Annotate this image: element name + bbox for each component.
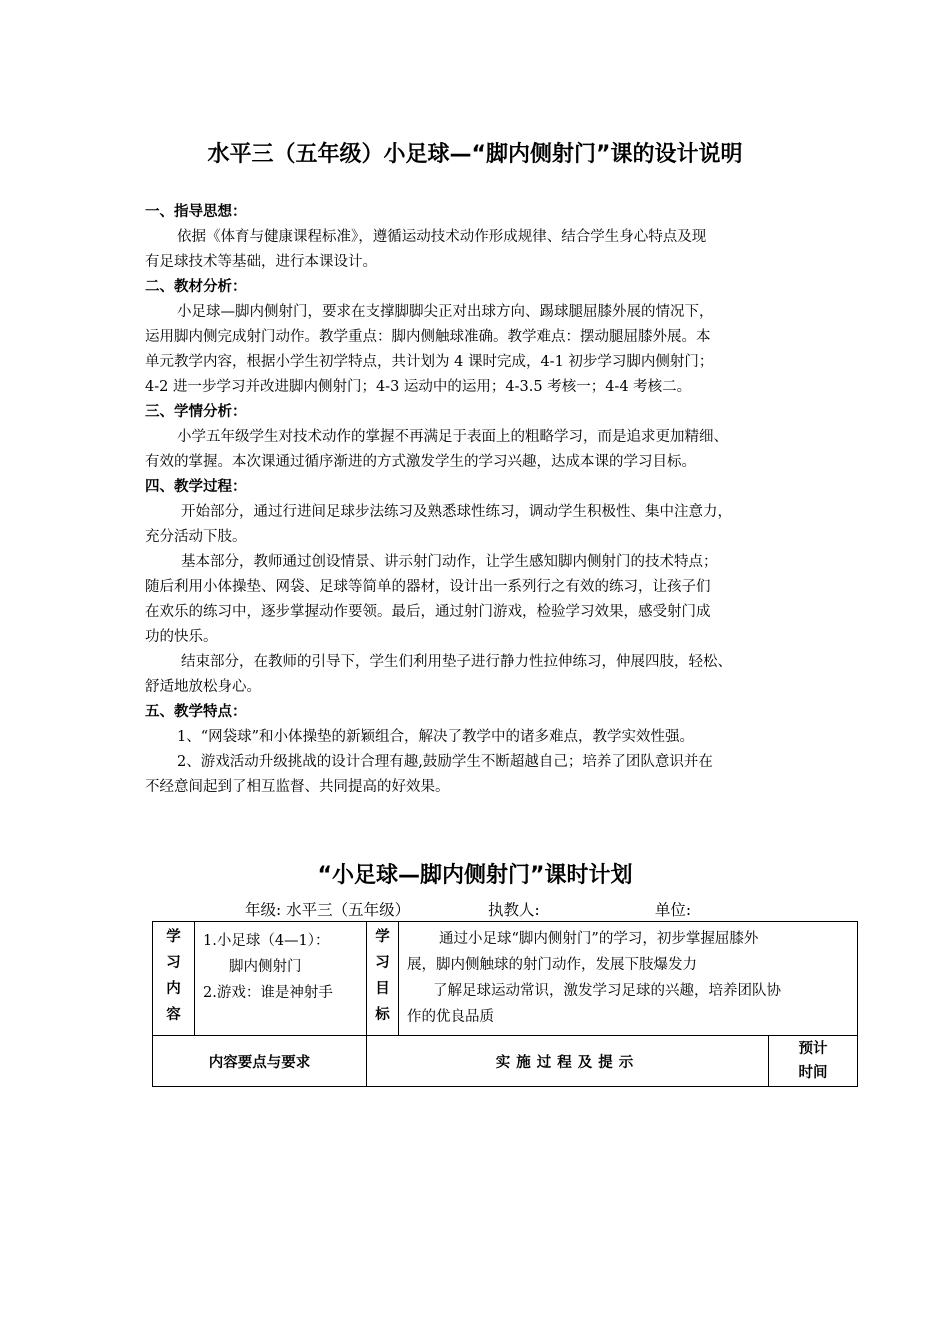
paragraph-line: 运用脚内侧完成射门动作。教学重点：脚内侧触球准确。教学难点：摆动腿屈膝外展。本 (145, 329, 711, 345)
paragraph-line: 有足球技术等基础，进行本课设计。 (145, 254, 377, 270)
goal-line: 展，脚内侧触球的射门动作，发展下肢爆发力 (407, 957, 697, 973)
section-heading: 一、指导思想： (145, 204, 247, 220)
label-char: 习 (166, 955, 181, 971)
document-title: 水平三（五年级）小足球—“脚内侧射门”课的设计说明 (207, 142, 743, 167)
section-material-analysis (145, 275, 825, 400)
section-teaching-features (145, 700, 825, 800)
section-heading: 三、学情分析： (145, 404, 247, 420)
grade-label: 年级: 水平三（五年级） (245, 901, 411, 919)
unit-label: 单位: (654, 901, 692, 919)
paragraph-line: 2、游戏活动升级挑战的设计合理有趣,鼓励学生不断超越自己；培养了团队意识并在 (177, 754, 713, 770)
content-cell (195, 922, 367, 1036)
column-header-process: 实施过程及提示 (367, 1036, 769, 1087)
paragraph-line: 依据《体育与健康课程标准》，遵循运动技术动作形成规律、结合学生身心特点及现 (177, 229, 707, 245)
content-line: 脚内侧射门 (229, 959, 302, 975)
paragraph-line: 功的快乐。 (145, 629, 218, 645)
table-header-row (153, 1036, 858, 1087)
section-heading: 四、教学过程： (145, 479, 247, 495)
paragraph-line: 1、“网袋球”和小体操垫的新颖组合，解决了教学中的诸多难点，教学实效性强。 (177, 729, 695, 745)
section-heading: 五、教学特点： (145, 704, 247, 720)
goal-line: 了解足球运动常识，激发学习足球的兴趣，培养团队协 (433, 983, 781, 999)
label-char: 学 (375, 929, 390, 945)
paragraph-line: 4-2 进一步学习并改进脚内侧射门；4-3 运动中的运用；4-3.5 考核一；4-4 考核二。 (145, 379, 692, 395)
paragraph-line: 小学五年级学生对技术动作的掌握不再满足于表面上的粗略学习，而是追求更加精细、 (177, 429, 728, 445)
paragraph-line: 充分活动下肢。 (145, 529, 247, 545)
section-guiding-idea (145, 200, 825, 275)
paragraph-line: 随后利用小体操垫、网袋、足球等简单的器材，设计出一系列行之有效的练习，让孩子们 (145, 579, 711, 595)
header-line: 预计 (798, 1041, 828, 1057)
paragraph-line: 开始部分，通过行进间足球步法练习及熟悉球性练习，调动学生积极性、集中注意力， (181, 504, 732, 520)
paragraph-line: 不经意间起到了相互监督、共同提高的好效果。 (145, 779, 450, 795)
section-heading: 二、教材分析： (145, 279, 247, 295)
content-line: 1.小足球（4—1）： (203, 933, 330, 949)
lesson-plan-title: “小足球—脚内侧射门”课时计划 (317, 863, 633, 888)
label-char: 标 (375, 1007, 390, 1023)
section-student-analysis (145, 400, 825, 475)
goal-cell (399, 922, 858, 1036)
table-row (153, 922, 858, 1036)
lesson-plan-table (152, 921, 858, 1087)
paragraph-line: 舒适地放松身心。 (145, 679, 261, 695)
section-teaching-process (145, 475, 825, 700)
column-header-points: 内容要点与要求 (153, 1036, 367, 1087)
label-char: 内 (166, 981, 181, 997)
lesson-plan-meta (245, 898, 691, 920)
paragraph-line: 结束部分，在教师的引导下，学生们利用垫子进行静力性拉伸练习，伸展四肢，轻松、 (181, 654, 732, 670)
paragraph-line: 单元教学内容，根据小学生初学特点，共计划为 4 课时完成，4-1 初步学习脚内侧射门； (145, 354, 714, 370)
paragraph-line: 在欢乐的练习中，逐步掌握动作要领。最后，通过射门游戏，检验学习效果，感受射门成 (145, 604, 711, 620)
paragraph-line: 有效的掌握。本次课通过循序渐进的方式激发学生的学习兴趣，达成本课的学习目标。 (145, 454, 696, 470)
label-char: 目 (375, 981, 390, 997)
content-label-cell (153, 922, 195, 1036)
header-line: 时间 (798, 1065, 828, 1081)
paragraph-line: 小足球—脚内侧射门，要求在支撑脚脚尖正对出球方向、踢球腿屈膝外展的情况下， (177, 304, 714, 320)
column-header-time (769, 1036, 858, 1087)
paragraph-line: 基本部分，教师通过创设情景、讲示射门动作，让学生感知脚内侧射门的技术特点； (181, 554, 718, 570)
goal-line: 作的优良品质 (407, 1009, 494, 1025)
teacher-label: 执教人: (487, 901, 540, 919)
label-char: 学 (166, 929, 181, 945)
label-char: 习 (375, 955, 390, 971)
goal-line: 通过小足球“脚内侧射门”的学习，初步掌握屈膝外 (439, 931, 759, 947)
label-char: 容 (166, 1007, 181, 1023)
content-line: 2.游戏：谁是神射手 (203, 985, 333, 1001)
goal-label-cell (367, 922, 399, 1036)
